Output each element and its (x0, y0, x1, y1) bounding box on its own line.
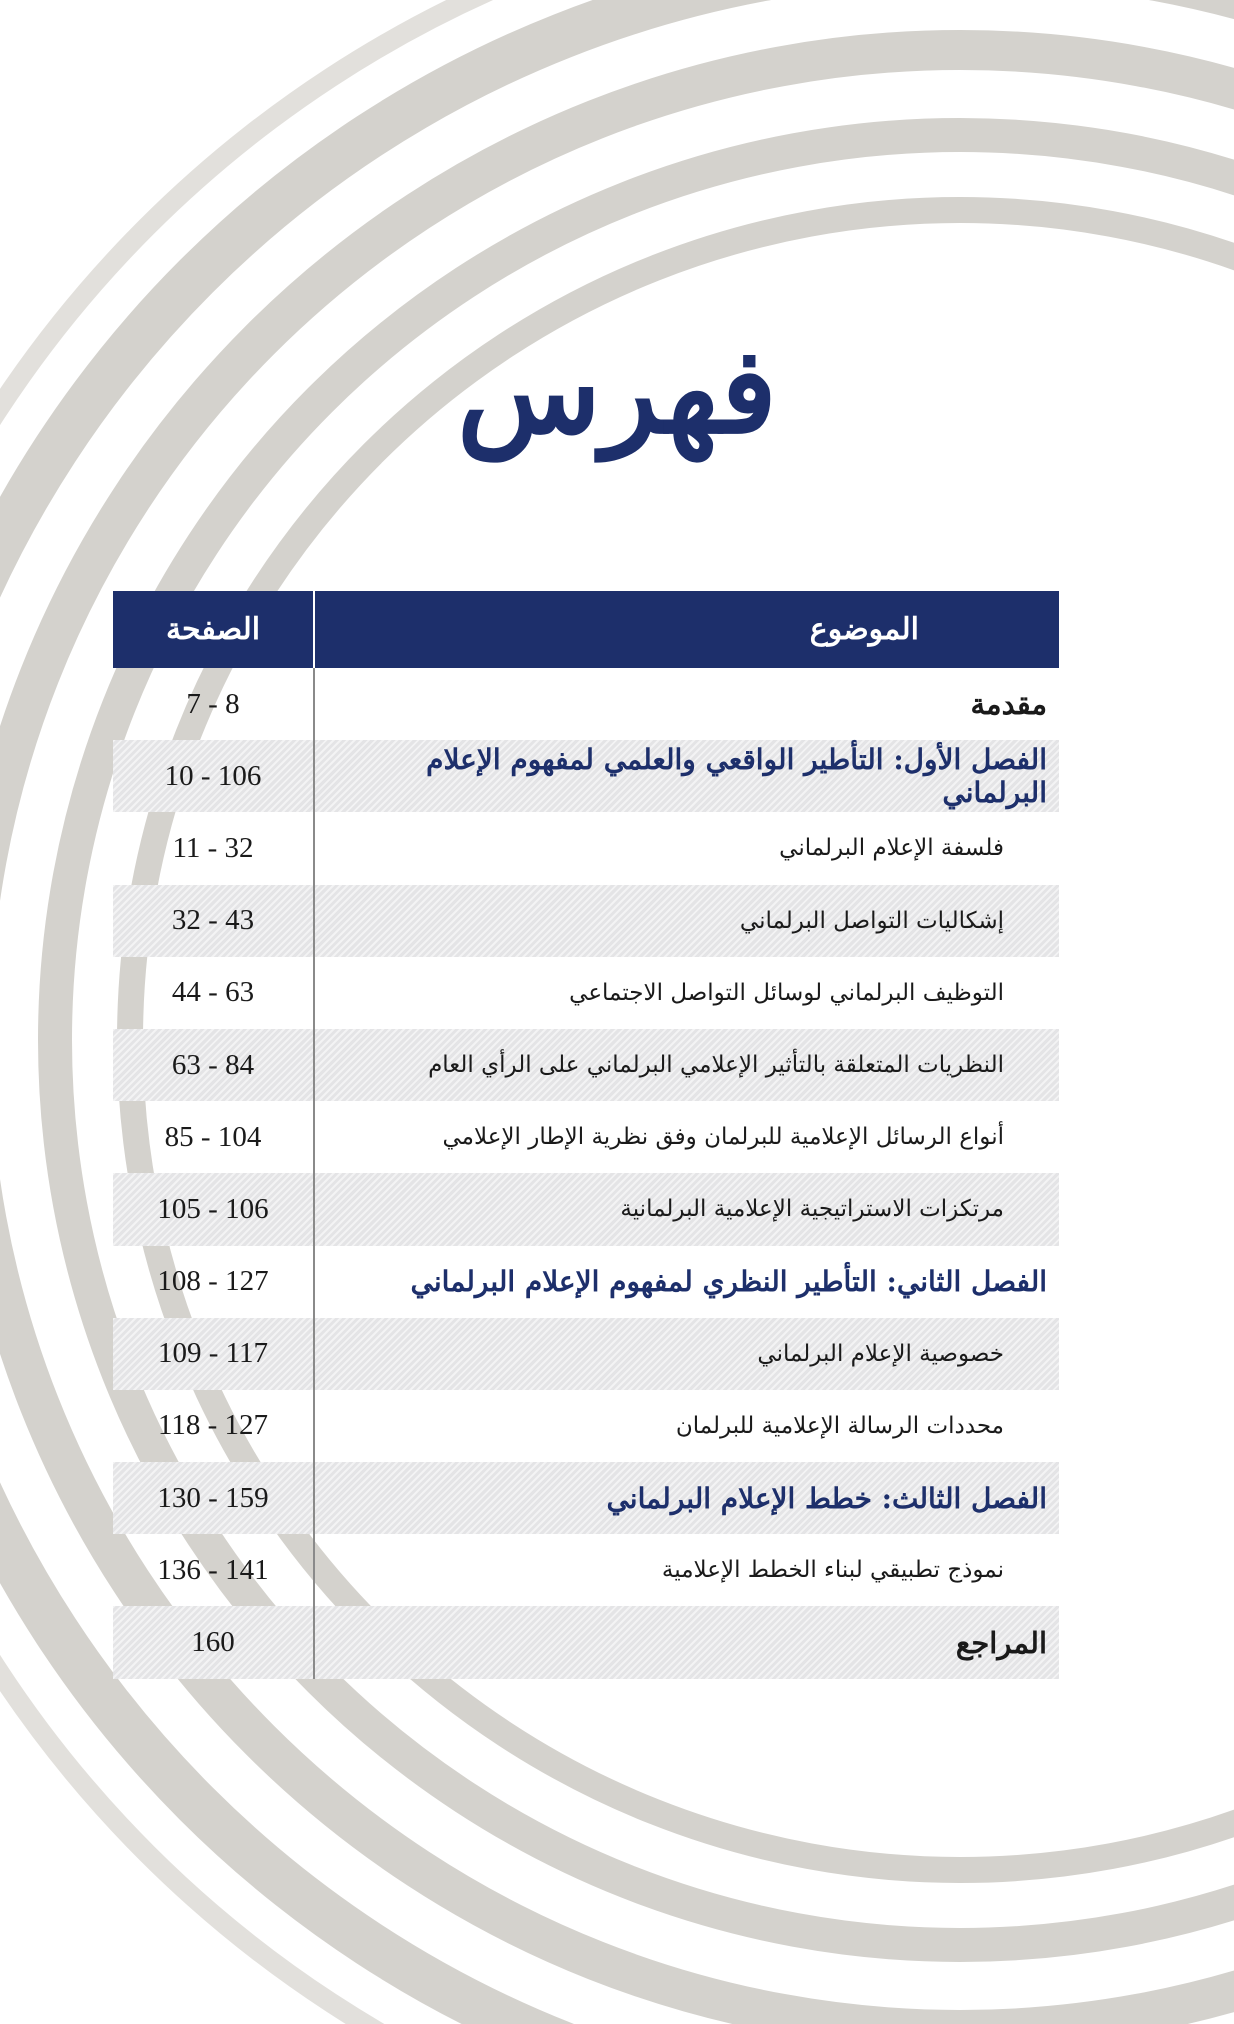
page-title: فهرس (457, 321, 777, 460)
page-column-header: الصفحة (113, 591, 315, 668)
table-body (113, 668, 1059, 1679)
row-pages: 109 - 117 (113, 1318, 315, 1390)
row-pages: 160 (113, 1606, 315, 1678)
row-topic: محددات الرسالة الإعلامية للبرلمان (675, 1412, 1004, 1439)
table-row (113, 1173, 1059, 1245)
row-pages: 105 - 106 (113, 1173, 315, 1245)
row-pages: 118 - 127 (113, 1390, 315, 1462)
topic-column-header: الموضوع (809, 612, 919, 647)
row-pages: 108 - 127 (113, 1246, 315, 1318)
row-topic: فلسفة الإعلام البرلماني (779, 835, 1004, 862)
row-topic: التوظيف البرلماني لوسائل التواصل الاجتماعي (569, 979, 1004, 1006)
row-topic: مرتكزات الاستراتيجية الإعلامية البرلمانية (620, 1196, 1004, 1223)
row-topic: الفصل الأول: التأطير الواقعي والعلمي لمفهوم الإعلام البرلماني (426, 743, 1047, 810)
row-pages: 7 - 8 (113, 668, 315, 740)
table-row (113, 1390, 1059, 1462)
table-row (113, 1029, 1059, 1101)
row-pages: 63 - 84 (113, 1029, 315, 1101)
row-topic: خصوصية الإعلام البرلماني (757, 1340, 1004, 1367)
table-row (113, 1606, 1059, 1678)
table-row (113, 812, 1059, 884)
table-header (113, 591, 1059, 668)
row-pages: 11 - 32 (113, 812, 315, 884)
row-topic: أنواع الرسائل الإعلامية للبرلمان وفق نظرية الإطار الإعلامي (442, 1124, 1004, 1151)
row-topic: الفصل الثاني: التأطير النظري لمفهوم الإعلام البرلماني (410, 1265, 1047, 1299)
row-pages: 44 - 63 (113, 957, 315, 1029)
row-topic: مقدمة (970, 687, 1047, 722)
table-row (113, 957, 1059, 1029)
row-topic: نموذج تطبيقي لبناء الخطط الإعلامية (661, 1557, 1004, 1584)
table-row (113, 1101, 1059, 1173)
table-row (113, 740, 1059, 812)
table-row (113, 1246, 1059, 1318)
table-row (113, 885, 1059, 957)
table-of-contents (113, 591, 1059, 1679)
row-topic: المراجع (955, 1625, 1047, 1660)
table-row (113, 1534, 1059, 1606)
row-pages: 130 - 159 (113, 1462, 315, 1534)
row-topic: الفصل الثالث: خطط الإعلام البرلماني (606, 1481, 1047, 1515)
table-row (113, 1318, 1059, 1390)
row-pages: 32 - 43 (113, 885, 315, 957)
table-row (113, 1462, 1059, 1534)
row-topic: إشكاليات التواصل البرلماني (739, 907, 1004, 934)
row-pages: 136 - 141 (113, 1534, 315, 1606)
table-row (113, 668, 1059, 740)
row-pages: 10 - 106 (113, 740, 315, 812)
row-topic: النظريات المتعلقة بالتأثير الإعلامي البرلماني على الرأي العام (428, 1052, 1004, 1079)
row-pages: 85 - 104 (113, 1101, 315, 1173)
